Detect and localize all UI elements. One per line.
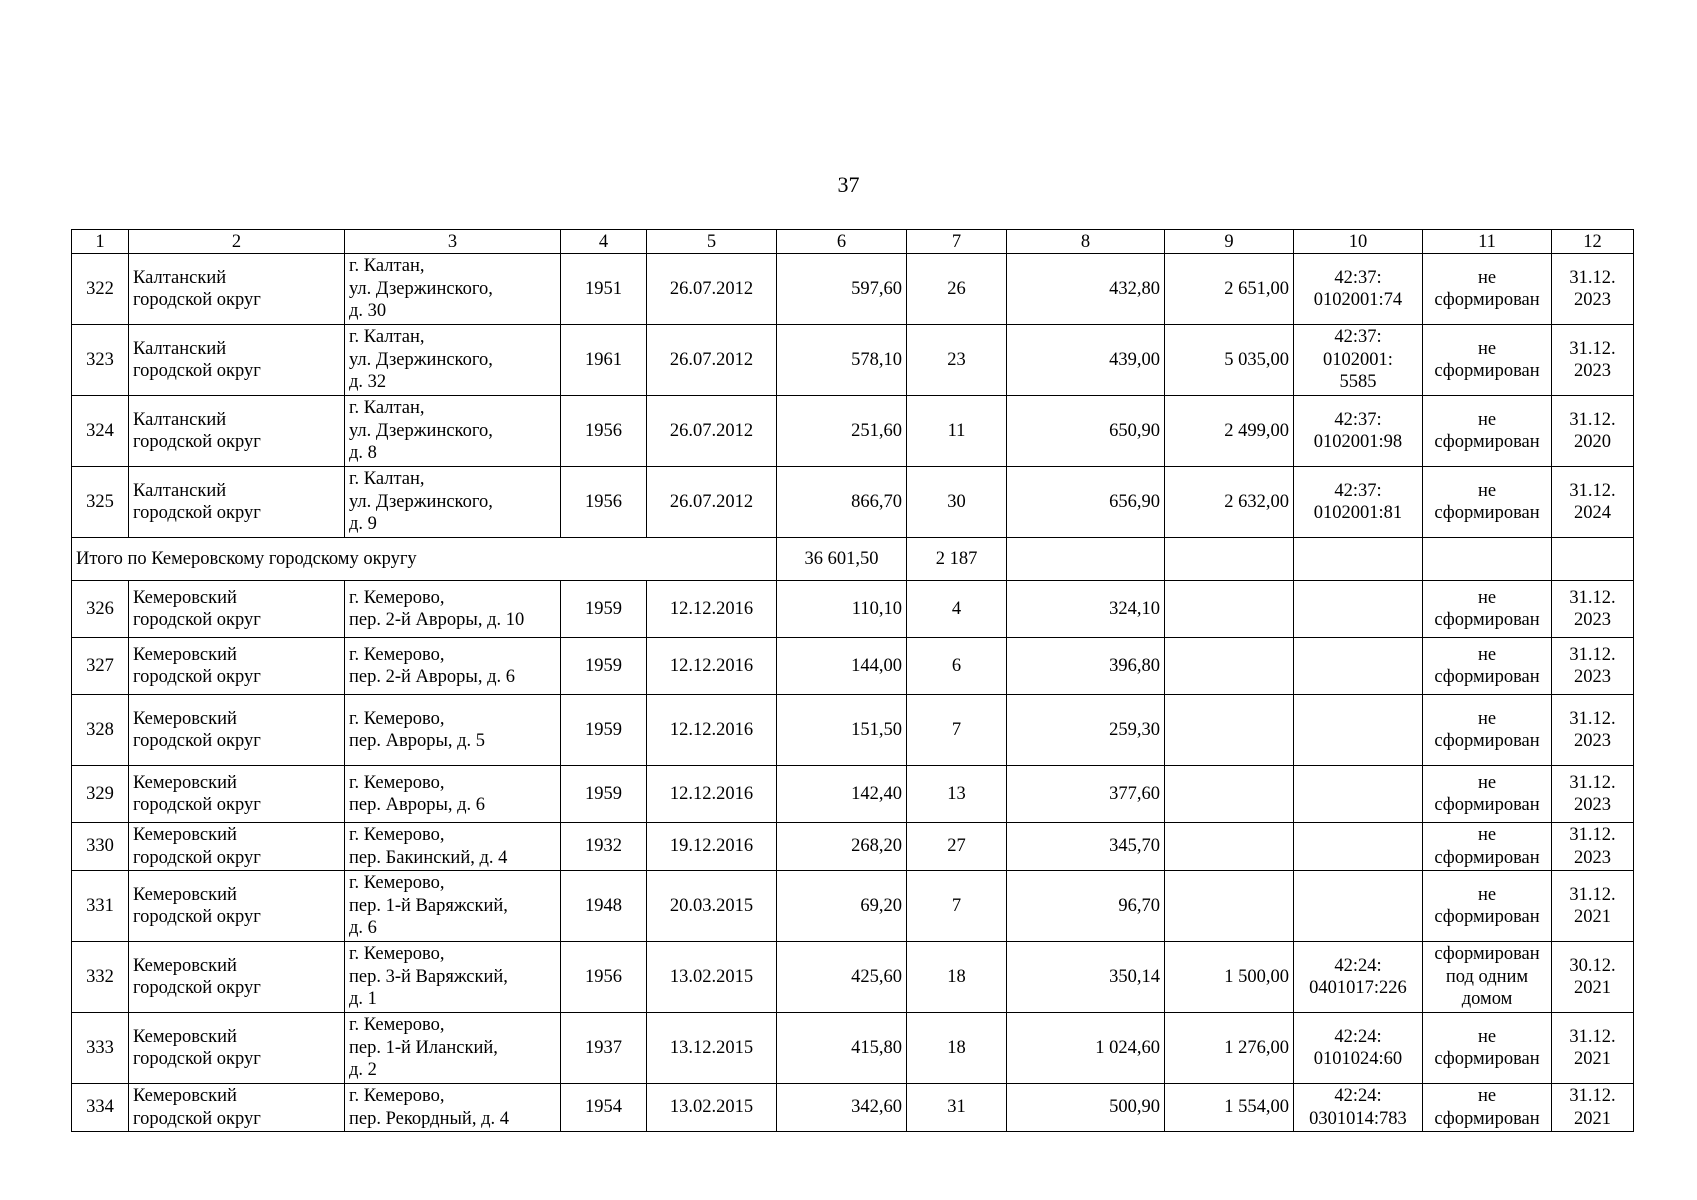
land-area-cell: 2 651,00: [1165, 254, 1294, 325]
address-cell: г. Калтан, ул. Дзержинского, д. 30: [345, 254, 561, 325]
row-number: 326: [72, 581, 129, 638]
column-number: 2: [129, 230, 345, 254]
land-area-cell: 1 276,00: [1165, 1013, 1294, 1084]
cadastral-number-cell: 42:37: 0102001:81: [1294, 467, 1423, 538]
row-number: 328: [72, 695, 129, 766]
address-cell: г. Кемерово, пер. 3-й Варяжский, д. 1: [345, 942, 561, 1013]
row-number: 332: [72, 942, 129, 1013]
total-area-cell: 650,90: [1007, 396, 1165, 467]
year-built-cell: 1961: [561, 325, 647, 396]
municipality-cell: Калтанский городской округ: [129, 325, 345, 396]
area-cell: 578,10: [777, 325, 907, 396]
residents-cell: 31: [907, 1084, 1007, 1132]
land-status-cell: не сформирован: [1423, 396, 1552, 467]
total-area-cell: 324,10: [1007, 581, 1165, 638]
residents-cell: 26: [907, 254, 1007, 325]
land-status-cell: не сформирован: [1423, 1013, 1552, 1084]
total-area-cell: 500,90: [1007, 1084, 1165, 1132]
cadastral-number-cell: [1294, 823, 1423, 871]
recognition-date-cell: 26.07.2012: [647, 467, 777, 538]
land-area-cell: 2 632,00: [1165, 467, 1294, 538]
deadline-cell: 31.12. 2023: [1552, 638, 1634, 695]
residents-cell: 18: [907, 1013, 1007, 1084]
cadastral-number-cell: 42:24: 0401017:226: [1294, 942, 1423, 1013]
area-cell: 425,60: [777, 942, 907, 1013]
subtotal-row: [72, 538, 1634, 581]
area-cell: 866,70: [777, 467, 907, 538]
column-number: 6: [777, 230, 907, 254]
subtotal-residents: 2 187: [907, 538, 1007, 581]
residents-cell: 11: [907, 396, 1007, 467]
row-number: 330: [72, 823, 129, 871]
year-built-cell: 1959: [561, 581, 647, 638]
cadastral-number-cell: 42:37: 0102001:74: [1294, 254, 1423, 325]
land-area-cell: [1165, 695, 1294, 766]
subtotal-area: 36 601,50: [777, 538, 907, 581]
recognition-date-cell: 19.12.2016: [647, 823, 777, 871]
land-status-cell: не сформирован: [1423, 467, 1552, 538]
municipality-cell: Калтанский городской округ: [129, 467, 345, 538]
area-cell: 151,50: [777, 695, 907, 766]
land-status-cell: не сформирован: [1423, 766, 1552, 823]
column-number: 1: [72, 230, 129, 254]
land-area-cell: [1165, 766, 1294, 823]
total-area-cell: 345,70: [1007, 823, 1165, 871]
year-built-cell: 1956: [561, 396, 647, 467]
land-area-cell: 2 499,00: [1165, 396, 1294, 467]
deadline-cell: 31.12. 2021: [1552, 1084, 1634, 1132]
area-cell: 69,20: [777, 871, 907, 942]
row-number: 334: [72, 1084, 129, 1132]
deadline-cell: 31.12. 2023: [1552, 695, 1634, 766]
municipality-cell: Кемеровский городской округ: [129, 766, 345, 823]
total-area-cell: 1 024,60: [1007, 1013, 1165, 1084]
recognition-date-cell: 20.03.2015: [647, 871, 777, 942]
municipality-cell: Калтанский городской округ: [129, 396, 345, 467]
deadline-cell: 31.12. 2023: [1552, 325, 1634, 396]
table-row: [72, 325, 1634, 396]
address-cell: г. Кемерово, пер. Рекордный, д. 4: [345, 1084, 561, 1132]
deadline-cell: 31.12. 2023: [1552, 581, 1634, 638]
land-status-cell: не сформирован: [1423, 581, 1552, 638]
recognition-date-cell: 12.12.2016: [647, 638, 777, 695]
table-row: [72, 766, 1634, 823]
column-number: 4: [561, 230, 647, 254]
residents-cell: 27: [907, 823, 1007, 871]
empty-cell: [1552, 538, 1634, 581]
recognition-date-cell: 13.02.2015: [647, 942, 777, 1013]
land-status-cell: не сформирован: [1423, 823, 1552, 871]
year-built-cell: 1937: [561, 1013, 647, 1084]
residents-cell: 7: [907, 695, 1007, 766]
recognition-date-cell: 12.12.2016: [647, 581, 777, 638]
deadline-cell: 31.12. 2023: [1552, 254, 1634, 325]
land-area-cell: 1 554,00: [1165, 1084, 1294, 1132]
total-area-cell: 439,00: [1007, 325, 1165, 396]
cadastral-number-cell: [1294, 871, 1423, 942]
empty-cell: [1423, 538, 1552, 581]
land-area-cell: [1165, 871, 1294, 942]
cadastral-number-cell: [1294, 581, 1423, 638]
residents-cell: 6: [907, 638, 1007, 695]
column-number: 12: [1552, 230, 1634, 254]
residents-cell: 7: [907, 871, 1007, 942]
residents-cell: 13: [907, 766, 1007, 823]
column-number: 3: [345, 230, 561, 254]
land-area-cell: 1 500,00: [1165, 942, 1294, 1013]
recognition-date-cell: 26.07.2012: [647, 254, 777, 325]
page-number: 37: [837, 172, 860, 197]
municipality-cell: Кемеровский городской округ: [129, 1084, 345, 1132]
address-cell: г. Кемерово, пер. 1-й Варяжский, д. 6: [345, 871, 561, 942]
column-number: 5: [647, 230, 777, 254]
residents-cell: 30: [907, 467, 1007, 538]
deadline-cell: 31.12. 2020: [1552, 396, 1634, 467]
recognition-date-cell: 12.12.2016: [647, 695, 777, 766]
year-built-cell: 1959: [561, 695, 647, 766]
row-number: 323: [72, 325, 129, 396]
table-row: [72, 467, 1634, 538]
table-row: [72, 1013, 1634, 1084]
year-built-cell: 1932: [561, 823, 647, 871]
address-cell: г. Кемерово, пер. Авроры, д. 5: [345, 695, 561, 766]
municipality-cell: Кемеровский городской округ: [129, 1013, 345, 1084]
recognition-date-cell: 13.02.2015: [647, 1084, 777, 1132]
column-number: 7: [907, 230, 1007, 254]
empty-cell: [1165, 538, 1294, 581]
column-number-row: [72, 230, 1634, 254]
cadastral-number-cell: 42:37: 0102001: 5585: [1294, 325, 1423, 396]
cadastral-number-cell: 42:24: 0101024:60: [1294, 1013, 1423, 1084]
residents-cell: 4: [907, 581, 1007, 638]
table-row: [72, 396, 1634, 467]
table-row: [72, 1084, 1634, 1132]
year-built-cell: 1951: [561, 254, 647, 325]
address-cell: г. Калтан, ул. Дзержинского, д. 32: [345, 325, 561, 396]
column-number: 9: [1165, 230, 1294, 254]
land-status-cell: не сформирован: [1423, 695, 1552, 766]
deadline-cell: 31.12. 2021: [1552, 1013, 1634, 1084]
year-built-cell: 1948: [561, 871, 647, 942]
municipality-cell: Кемеровский городской округ: [129, 942, 345, 1013]
recognition-date-cell: 26.07.2012: [647, 396, 777, 467]
table-row: [72, 871, 1634, 942]
municipality-cell: Кемеровский городской округ: [129, 581, 345, 638]
municipality-cell: Кемеровский городской округ: [129, 871, 345, 942]
table-row: [72, 581, 1634, 638]
table-row: [72, 942, 1634, 1013]
table-row: [72, 254, 1634, 325]
area-cell: 251,60: [777, 396, 907, 467]
deadline-cell: 30.12. 2021: [1552, 942, 1634, 1013]
deadline-cell: 31.12. 2024: [1552, 467, 1634, 538]
deadline-cell: 31.12. 2023: [1552, 823, 1634, 871]
land-status-cell: не сформирован: [1423, 871, 1552, 942]
row-number: 331: [72, 871, 129, 942]
year-built-cell: 1959: [561, 638, 647, 695]
municipality-cell: Калтанский городской округ: [129, 254, 345, 325]
row-number: 325: [72, 467, 129, 538]
year-built-cell: 1959: [561, 766, 647, 823]
recognition-date-cell: 12.12.2016: [647, 766, 777, 823]
area-cell: 268,20: [777, 823, 907, 871]
table-row: [72, 695, 1634, 766]
deadline-cell: 31.12. 2021: [1552, 871, 1634, 942]
municipality-cell: Кемеровский городской округ: [129, 695, 345, 766]
land-area-cell: [1165, 638, 1294, 695]
table-row: [72, 823, 1634, 871]
land-status-cell: не сформирован: [1423, 1084, 1552, 1132]
address-cell: г. Кемерово, пер. 2-й Авроры, д. 10: [345, 581, 561, 638]
row-number: 333: [72, 1013, 129, 1084]
residents-cell: 18: [907, 942, 1007, 1013]
recognition-date-cell: 13.12.2015: [647, 1013, 777, 1084]
column-number: 8: [1007, 230, 1165, 254]
recognition-date-cell: 26.07.2012: [647, 325, 777, 396]
total-area-cell: 259,30: [1007, 695, 1165, 766]
table-row: [72, 638, 1634, 695]
area-cell: 144,00: [777, 638, 907, 695]
column-number: 11: [1423, 230, 1552, 254]
land-area-cell: [1165, 823, 1294, 871]
address-cell: г. Кемерово, пер. Бакинский, д. 4: [345, 823, 561, 871]
deadline-cell: 31.12. 2023: [1552, 766, 1634, 823]
total-area-cell: 350,14: [1007, 942, 1165, 1013]
area-cell: 415,80: [777, 1013, 907, 1084]
cadastral-number-cell: [1294, 766, 1423, 823]
row-number: 322: [72, 254, 129, 325]
row-number: 324: [72, 396, 129, 467]
cadastral-number-cell: 42:37: 0102001:98: [1294, 396, 1423, 467]
row-number: 327: [72, 638, 129, 695]
row-number: 329: [72, 766, 129, 823]
empty-cell: [1007, 538, 1165, 581]
land-status-cell: не сформирован: [1423, 325, 1552, 396]
total-area-cell: 96,70: [1007, 871, 1165, 942]
address-cell: г. Кемерово, пер. 2-й Авроры, д. 6: [345, 638, 561, 695]
housing-register-table: [71, 229, 1634, 1132]
cadastral-number-cell: 42:24: 0301014:783: [1294, 1084, 1423, 1132]
municipality-cell: Кемеровский городской округ: [129, 638, 345, 695]
total-area-cell: 377,60: [1007, 766, 1165, 823]
cadastral-number-cell: [1294, 638, 1423, 695]
residents-cell: 23: [907, 325, 1007, 396]
area-cell: 597,60: [777, 254, 907, 325]
empty-cell: [1294, 538, 1423, 581]
area-cell: 342,60: [777, 1084, 907, 1132]
address-cell: г. Калтан, ул. Дзержинского, д. 9: [345, 467, 561, 538]
area-cell: 110,10: [777, 581, 907, 638]
address-cell: г. Кемерово, пер. 1-й Иланский, д. 2: [345, 1013, 561, 1084]
address-cell: г. Калтан, ул. Дзержинского, д. 8: [345, 396, 561, 467]
cadastral-number-cell: [1294, 695, 1423, 766]
subtotal-label: Итого по Кемеровскому городскому округу: [72, 538, 777, 581]
land-area-cell: 5 035,00: [1165, 325, 1294, 396]
column-number: 10: [1294, 230, 1423, 254]
address-cell: г. Кемерово, пер. Авроры, д. 6: [345, 766, 561, 823]
year-built-cell: 1954: [561, 1084, 647, 1132]
year-built-cell: 1956: [561, 942, 647, 1013]
table-body: [72, 230, 1634, 1132]
year-built-cell: 1956: [561, 467, 647, 538]
total-area-cell: 432,80: [1007, 254, 1165, 325]
land-status-cell: сформирован под одним домом: [1423, 942, 1552, 1013]
land-area-cell: [1165, 581, 1294, 638]
municipality-cell: Кемеровский городской округ: [129, 823, 345, 871]
area-cell: 142,40: [777, 766, 907, 823]
total-area-cell: 656,90: [1007, 467, 1165, 538]
land-status-cell: не сформирован: [1423, 638, 1552, 695]
total-area-cell: 396,80: [1007, 638, 1165, 695]
land-status-cell: не сформирован: [1423, 254, 1552, 325]
